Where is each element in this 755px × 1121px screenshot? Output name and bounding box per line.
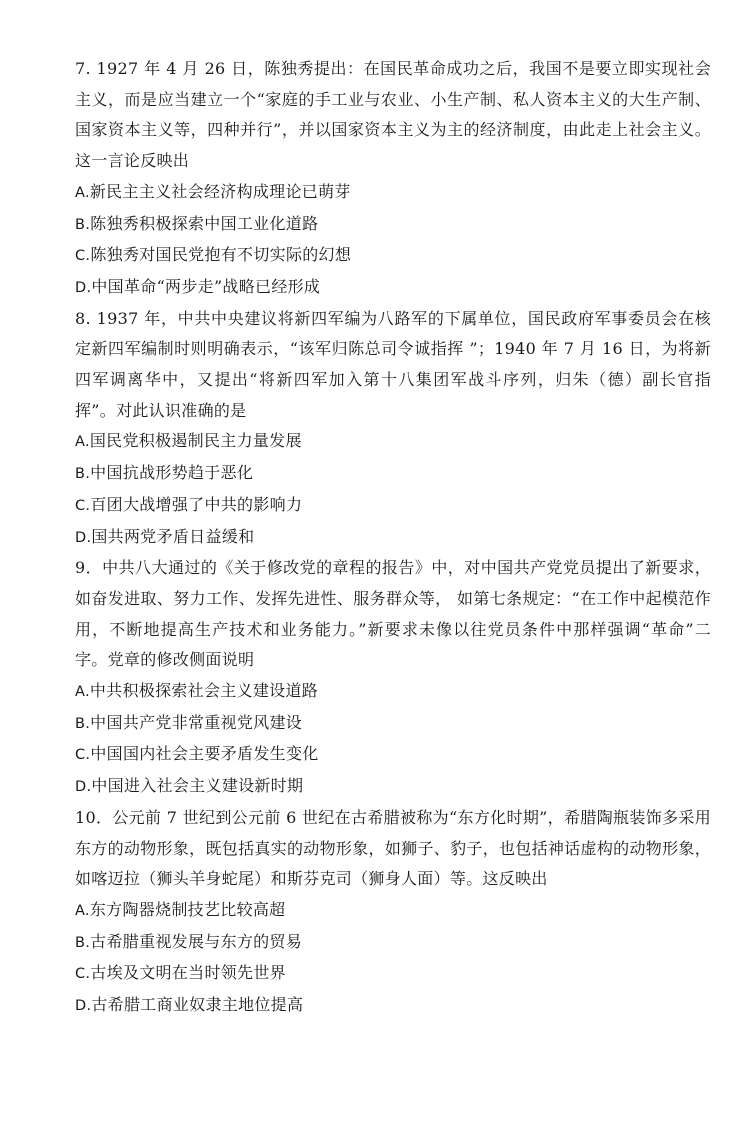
- option-letter: D.: [75, 529, 92, 546]
- question-list: [75, 54, 711, 1022]
- question-8-option-a[interactable]: [75, 426, 711, 458]
- option-letter: B.: [75, 715, 91, 732]
- option-letter: D.: [75, 279, 92, 296]
- question-8-stem: 8. 1937 年，中共中央建议将新四军编为八路军的下属单位，国民政府军事委员会在核定新四军编制时则明确表示，“该军归陈总司令诚指挥 ”；1940 年 7 月 16 日，为将新四军调离华中，又提出“将新四军加入第十八集团军战斗序列，归朱（德）副长官指挥”。对此认识准确的是: [75, 308, 711, 420]
- question-9: [75, 553, 711, 803]
- question-9-option-c[interactable]: [75, 739, 711, 771]
- option-letter: A.: [75, 684, 90, 701]
- option-letter: D.: [75, 779, 92, 796]
- option-letter: C.: [75, 497, 91, 514]
- question-7: [75, 54, 711, 304]
- question-8-option-c[interactable]: [75, 490, 711, 522]
- option-text: 中共积极探索社会主义建设道路: [89, 681, 319, 701]
- option-text: 古希腊工商业奴隶主地位提高: [91, 995, 304, 1015]
- option-text: 古希腊重视发展与东方的贸易: [90, 931, 303, 951]
- option-text: 国共两党矛盾日益缓和: [91, 526, 255, 546]
- question-10-option-b[interactable]: [75, 927, 711, 959]
- question-9-option-a[interactable]: [75, 676, 711, 708]
- option-text: 古埃及文明在当时领先世界: [90, 963, 286, 983]
- option-text: 中国共产党非常重视党风建设: [90, 712, 303, 732]
- option-text: 陈独秀对国民党抱有不切实际的幻想: [90, 245, 352, 265]
- question-7-option-a[interactable]: [75, 177, 711, 209]
- option-letter: C.: [75, 747, 91, 764]
- question-8: [75, 304, 711, 554]
- option-letter: D.: [75, 998, 92, 1015]
- question-7-option-d[interactable]: [75, 272, 711, 304]
- option-text: 中国抗战形势趋于恶化: [90, 463, 254, 483]
- question-9-option-b[interactable]: [75, 708, 711, 740]
- option-letter: B.: [75, 466, 91, 483]
- option-text: 百团大战增强了中共的影响力: [90, 494, 303, 514]
- option-text: 陈独秀积极探索中国工业化道路: [90, 213, 319, 233]
- option-text: 中国革命“两步走”战略已经形成: [91, 276, 321, 296]
- question-10-option-a[interactable]: [75, 895, 711, 927]
- option-letter: C.: [75, 966, 91, 983]
- option-letter: A.: [75, 184, 90, 201]
- question-10-option-d[interactable]: [75, 990, 711, 1022]
- option-text: 国民党积极遏制民主力量发展: [89, 431, 302, 451]
- option-letter: C.: [75, 248, 91, 265]
- option-text: 中国进入社会主义建设新时期: [91, 776, 304, 796]
- question-10-stem: 10．公元前 7 世纪到公元前 6 世纪在古希腊被称为“东方化时期”，希腊陶瓶装饰多采用东方的动物形象，既包括真实的动物形象，如狮子、豹子，也包括神话虚构的动物形象，如喀迈拉（狮头羊身蛇尾）和斯芬克司（狮身人面）等。这反映出: [75, 807, 711, 889]
- question-8-option-d[interactable]: [75, 522, 711, 554]
- option-letter: B.: [75, 216, 91, 233]
- option-letter: A.: [75, 902, 90, 919]
- option-letter: A.: [75, 434, 90, 451]
- option-letter: B.: [75, 934, 91, 951]
- question-9-option-d[interactable]: [75, 771, 711, 803]
- question-7-option-c[interactable]: [75, 240, 711, 272]
- question-10: [75, 803, 711, 1022]
- option-text: 中国国内社会主要矛盾发生变化: [90, 744, 319, 764]
- question-10-option-c[interactable]: [75, 958, 711, 990]
- question-8-option-b[interactable]: [75, 458, 711, 490]
- question-9-stem: 9．中共八大通过的《关于修改党的章程的报告》中，对中国共产党党员提出了新要求，如奋发进取、努力工作、发挥先进性、服务群众等， 如第七条规定：“在工作中起模范作用，不断地提高生产技术和业务能力。”新要求未像以往党员条件中那样强调“革命”二字。党章的修改侧面说明: [75, 558, 711, 670]
- option-text: 东方陶器烧制技艺比较高超: [89, 899, 286, 919]
- question-7-stem: 7. 1927 年 4 月 26 日，陈独秀提出：在国民革命成功之后，我国不是要立即实现社会主义，而是应当建立一个“家庭的手工业与农业、小生产制、私人资本主义的大生产制、国家资本主义等，四种并行”，并以国家资本主义为主的经济制度，由此走上社会主义。这一言论反映出: [75, 59, 711, 171]
- question-7-option-b[interactable]: [75, 209, 711, 241]
- option-text: 新民主主义社会经济构成理论已萌芽: [89, 181, 351, 201]
